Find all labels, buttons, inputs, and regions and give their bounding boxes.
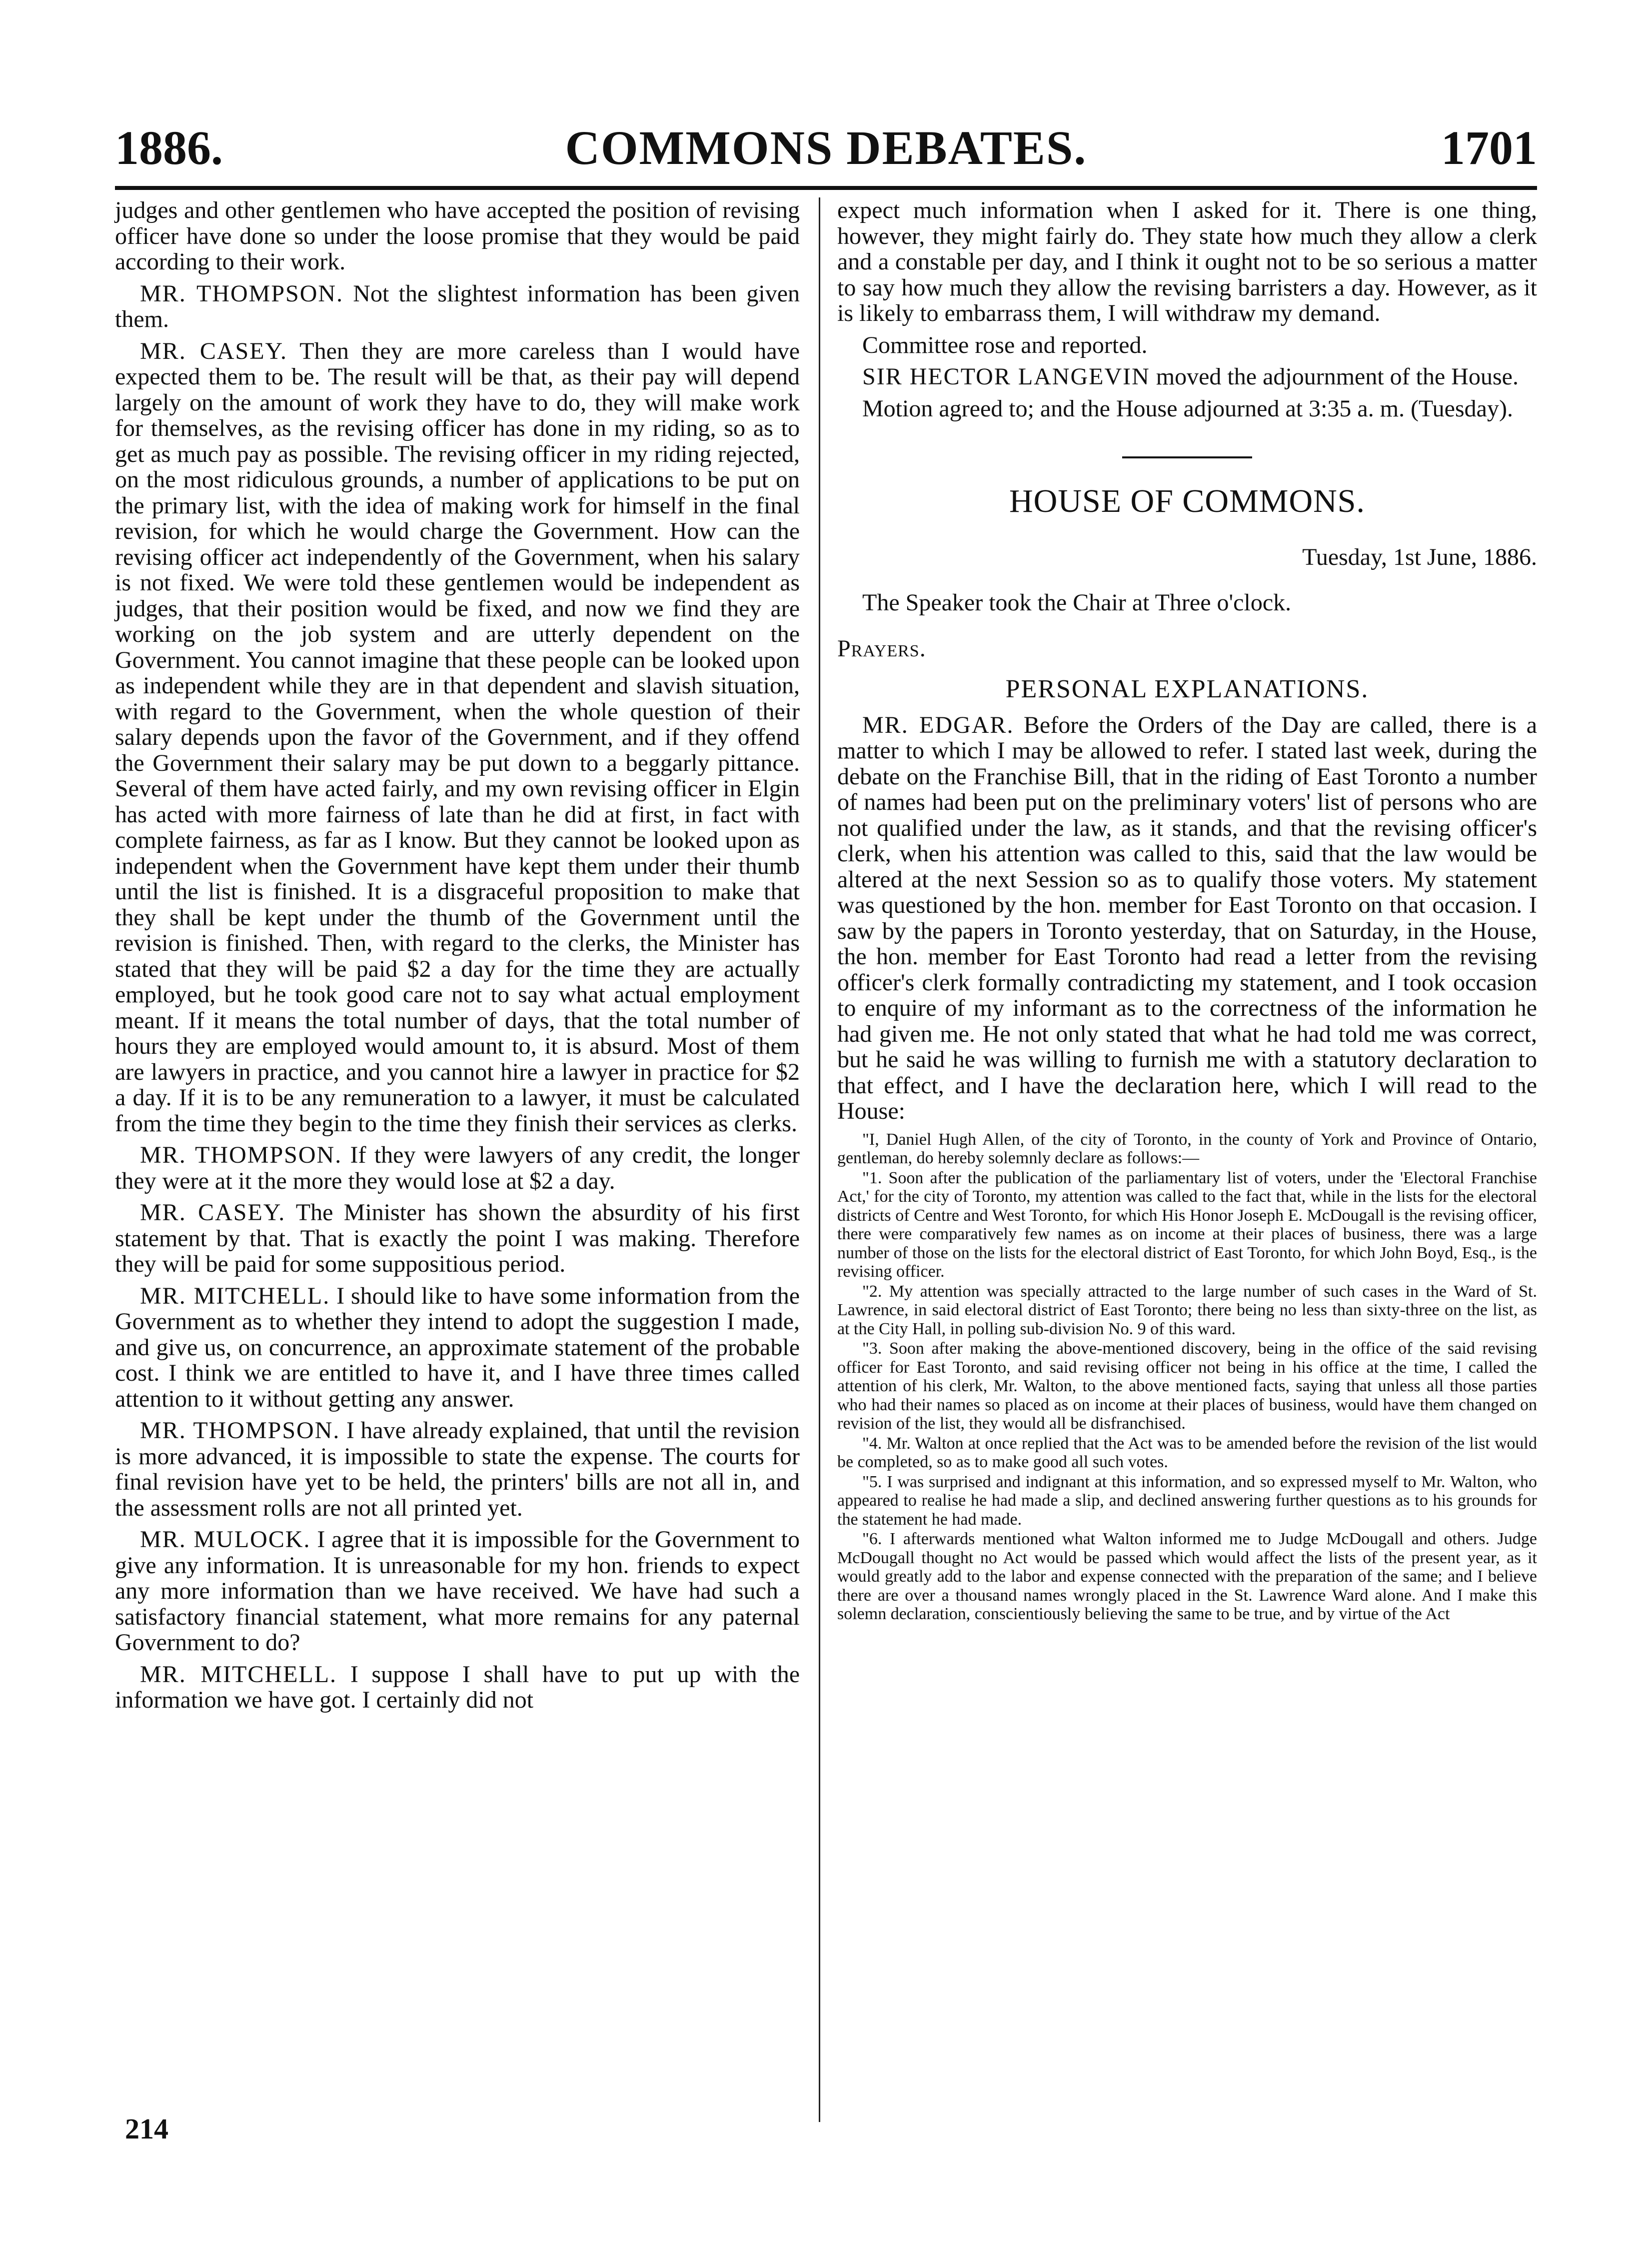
- date-line: Tuesday, 1st June, 1886.: [1302, 543, 1537, 570]
- paragraph: [115, 1418, 800, 1521]
- paragraph: [837, 332, 1537, 358]
- header-title: COMMONS DEBATES.: [565, 121, 1087, 174]
- paragraph: [115, 338, 800, 1137]
- prayers-line: Prayers.: [837, 635, 926, 662]
- paragraph: [837, 197, 1537, 326]
- paragraph-text: judges and other gentlemen who have accepted the position of revising officer have done so under the loose promise that they would be paid according to their work.: [115, 197, 800, 275]
- right-column-top: [837, 197, 1537, 421]
- paragraph: [115, 281, 800, 332]
- header-rule: [115, 186, 1537, 190]
- speaker-name: MR. EDGAR.: [862, 711, 1014, 738]
- section-heading: PERSONAL EXPLANATIONS.: [1005, 675, 1369, 703]
- paragraph: [115, 197, 800, 275]
- signature-mark: 214: [125, 2113, 168, 2145]
- speaker-name: MR. MITCHELL.: [140, 1661, 337, 1688]
- speaker-line: The Speaker took the Chair at Three o'clock.: [862, 589, 1292, 616]
- paragraph: [837, 396, 1537, 422]
- paragraph-text: I have already explained, that until the revision is more advanced, it is impossible to state the expense. The courts for final revision have yet to be held, the printers' bills are not all in, and the assessment rolls are not all printed yet.: [115, 1417, 800, 1521]
- paragraph-text: Motion agreed to; and the House adjourned at 3:35 a. m. (Tuesday).: [862, 395, 1513, 422]
- paragraph-text: If they were lawyers of any credit, the longer they were at it the more they would lose at $2 a day.: [115, 1142, 800, 1194]
- paragraph-text: moved the adjournment of the House.: [1156, 363, 1519, 390]
- paragraph-text: I agree that it is impossible for the Government to give any information. It is unreasonable for my hon. friends to expect any more information than we have received. We have had such a satisfactory financial statement, what more remains for any paternal Government to do?: [115, 1526, 800, 1656]
- paragraph-text: Not the slightest information has been given them.: [115, 280, 800, 332]
- paragraph-text: Then they are more careless than I would have expected them to be. The result will be that, as their pay will depend largely on the amount of work they have to do, they will make work for themselves, as the revising officer has done in my riding, so as to get as much pay as possible. The revising officer in my riding rejected, on the most ridiculous grounds, a number of applications to be put on the primary list, with the idea of making work for himself in the final revision, for which he would charge the Government. How can the revising officer act independently of the Government, when his salary is not fixed. We were told these gentlemen would be independent as judges, that their position would be fixed, and now we find they are working on the job system and are utterly dependent on the Government. You cannot imagine that these people can be looked upon as independent while they are in that dependent and slavish situation, with regard to the Government, when the whole question of their salary depends upon the favor of the Government, and if they offend the Government their salary may be put down to a beggarly pittance. Several of them have acted fairly, and my own revising officer in Elgin has acted with more fairness of late than he did at first, in fact with complete fairness, as far as I know. But they cannot be looked upon as independent when the Government have kept them under their thumb until the list is finished. It is a disgraceful proposition to make that they shall be kept under the thumb of the Government until the revision is finished. Then, with regard to the clerks, the Minister has stated that they will be paid $2 a day for the time they are actually employed, but he took good care not to say what actual employment meant. If it means the total number of days, that the total number of hours they are employed would amount to, it is absurd. Most of them are lawyers in practice, and you cannot hire a lawyer in practice for $2 a day. If it is to be any remuneration to a lawyer, it must be calculated from the time they begin to the time they finish their services as clerks.: [115, 337, 800, 1137]
- house-title: HOUSE OF COMMONS.: [1009, 483, 1365, 519]
- paragraph-text: expect much information when I asked for it. There is one thing, however, they might fairly do. They state how much they allow a clerk and a constable per day, and I think it ought not to be so serious a matter to say how much they allow the revising barristers a day. However, as it is likely to embarrass them, I will withdraw my demand.: [837, 197, 1537, 326]
- declaration-paragraph: "3. Soon after making the above-mentioned discovery, being in the office of the said revising officer for East Toronto, and said revising officer not being in his office at the time, I called the attention of his clerk, Mr. Walton, to the above mentioned facts, saying that unless all those parties who had their names so placed as on income at their places of business, would have them changed on revision of the list, they would all be disfranchised.: [837, 1339, 1537, 1433]
- paragraph-text: I suppose I shall have to put up with the information we have got. I certainly did not: [115, 1661, 800, 1713]
- declaration-paragraph: "I, Daniel Hugh Allen, of the city of Toronto, in the county of York and Province of Ontario, gentleman, do hereby solemnly declare as follows:—: [837, 1130, 1537, 1167]
- declaration-paragraph: "4. Mr. Walton at once replied that the Act was to be amended before the revision of the list would be completed, so as to make good all such votes.: [837, 1434, 1537, 1471]
- right-column: [837, 197, 1537, 1625]
- paragraph-text: Before the Orders of the Day are called, there is a matter to which I may be allowed to refer. I stated last week, during the debate on the Franchise Bill, that in the riding of East Toronto a number of names had been put on the preliminary voters' list of persons who are not qualified under the law, as it stands, and that the revising officer's clerk, when his attention was called to this, said that the law would be altered at the next Session so as to qualify those voters. My statement was questioned by the hon. member for East Toronto on that occasion. I saw by the papers in Toronto yesterday, that on Saturday, in the House, the hon. member for East Toronto had read a letter from the revising officer's clerk formally contradicting my statement, and I took occasion to enquire of my informant as to the correctness of the information he had given me. He not only stated that what he had told me was correct, but he said he was willing to furnish me with a statutory declaration to that effect, and I have the declaration here, which I will read to the House:: [837, 711, 1538, 1124]
- right-column-body: [837, 712, 1537, 1124]
- declaration-paragraph: "5. I was surprised and indignant at this information, and so expressed myself to Mr. Walton, who appeared to realise he had made a slip, and declined answering further questions as to his grounds for the statement he had made.: [837, 1472, 1537, 1529]
- paragraph: [837, 364, 1537, 390]
- paragraph-text: The Minister has shown the absurdity of his first statement by that. That is exactly the point I was making. Therefore they will be paid for some suppositious period.: [115, 1199, 800, 1277]
- declaration-quote: [837, 1130, 1537, 1624]
- speaker-name: SIR HECTOR LANGEVIN: [862, 363, 1150, 390]
- declaration-paragraph: "6. I afterwards mentioned what Walton informed me to Judge McDougall and others. Judge McDougall thought no Act would be passed which would affect the lists of the present year, as it would greatly add to the labor and expense connected with the preparation of the same; and I believe there are over a thousand names wrongly placed in the St. Lawrence Ward alone. And I make this solemn declaration, conscientiously believing the same to be true, and by virtue of the Act: [837, 1530, 1537, 1623]
- paragraph: [115, 1142, 800, 1194]
- paragraph: [115, 1662, 800, 1713]
- speaker-name: MR. MITCHELL.: [140, 1282, 330, 1309]
- paragraph: [115, 1200, 800, 1277]
- paragraph: [115, 1283, 800, 1412]
- declaration-paragraph: "2. My attention was specially attracted to the large number of such cases in the Ward of St. Lawrence, in said electoral district of East Toronto; there being no less than sixty-three on the list, as at the City Hall, in polling sub-division No. 9 of this ward.: [837, 1282, 1537, 1338]
- page-header: [115, 120, 1537, 185]
- header-page-number: 1701: [1441, 121, 1537, 174]
- column-divider: [819, 197, 820, 2122]
- speaker-name: MR. MULOCK.: [140, 1526, 311, 1553]
- speaker-name: MR. THOMPSON.: [140, 280, 344, 307]
- paragraph-text: I should like to have some information from the Government as to whether they intend to adopt the suggestion I made, and give us, on concurrence, an approximate statement of the probable cost. I think we are entitled to have it, and I have three times called attention to it without getting any answer.: [115, 1282, 800, 1412]
- declaration-paragraph: "1. Soon after the publication of the parliamentary list of voters, under the 'Electoral Franchise Act,' for the city of Toronto, my attention was called to the fact that, while in the lists for the electoral districts of Centre and West Toronto, for which His Honor Joseph E. McDougall is the revising officer, there were comparatively few names as on income at their places of business, there was a large number of those on the lists for the electoral district of East Toronto, for which John Boyd, Esq., is the revising officer.: [837, 1168, 1537, 1281]
- speaker-name: MR. CASEY.: [140, 1199, 286, 1226]
- paragraph-text: Committee rose and reported.: [862, 331, 1148, 358]
- speaker-name: MR. THOMPSON.: [140, 1417, 340, 1444]
- speaker-name: MR. CASEY.: [140, 337, 288, 364]
- header-year: 1886.: [115, 121, 223, 174]
- paragraph: [837, 712, 1537, 1124]
- speaker-name: MR. THOMPSON.: [140, 1142, 342, 1168]
- section-rule: [1122, 456, 1252, 458]
- left-column: [115, 197, 800, 1719]
- paragraph: [115, 1527, 800, 1656]
